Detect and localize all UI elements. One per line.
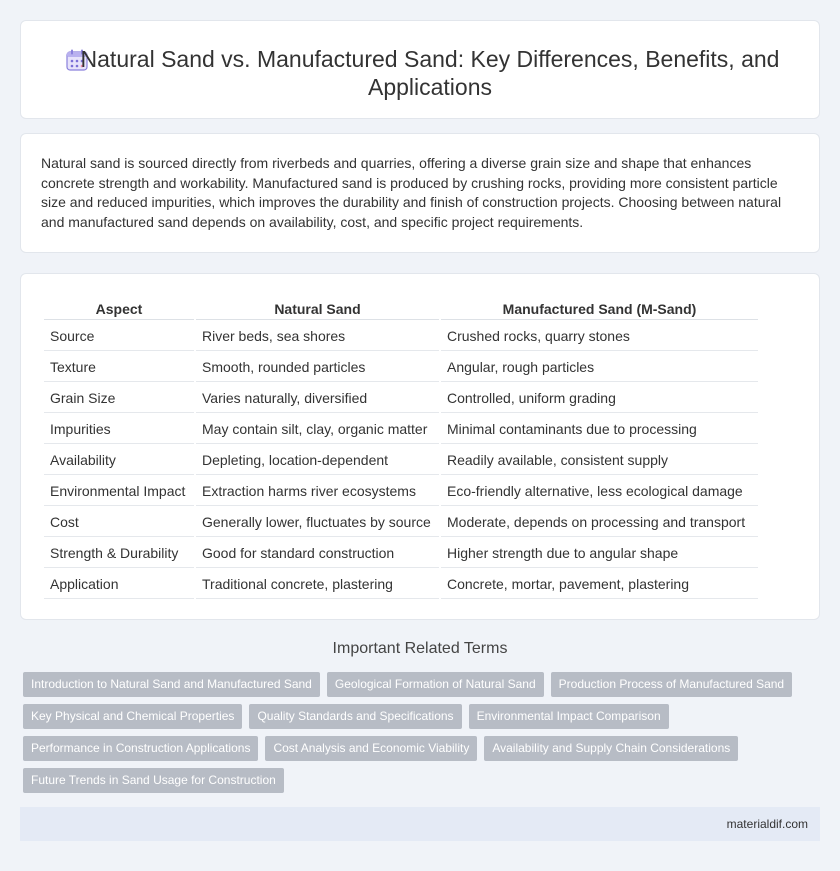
table-row	[44, 353, 758, 382]
table-row	[44, 415, 758, 444]
term-tag[interactable]: Performance in Construction Applications	[23, 736, 258, 761]
term-tag[interactable]: Future Trends in Sand Usage for Construction	[23, 768, 284, 793]
comparison-card	[20, 273, 820, 620]
intro-card	[20, 133, 820, 253]
aspect-cell: Texture	[44, 353, 194, 382]
term-tag[interactable]: Geological Formation of Natural Sand	[327, 672, 544, 697]
aspect-cell: Availability	[44, 446, 194, 475]
natural-sand-cell: Varies naturally, diversified	[196, 384, 439, 413]
term-tag[interactable]: Availability and Supply Chain Considerations	[484, 736, 738, 761]
table-row	[44, 570, 758, 599]
manufactured-sand-cell: Concrete, mortar, pavement, plastering	[441, 570, 758, 599]
aspect-cell: Grain Size	[44, 384, 194, 413]
manufactured-sand-cell: Controlled, uniform grading	[441, 384, 758, 413]
manufactured-sand-cell: Crushed rocks, quarry stones	[441, 322, 758, 351]
natural-sand-cell: Generally lower, fluctuates by source	[196, 508, 439, 537]
aspect-cell: Cost	[44, 508, 194, 537]
natural-sand-cell: Traditional concrete, plastering	[196, 570, 439, 599]
term-tag[interactable]: Production Process of Manufactured Sand	[551, 672, 792, 697]
term-tag[interactable]: Introduction to Natural Sand and Manufactured Sand	[23, 672, 320, 697]
comparison-table	[42, 296, 760, 601]
manufactured-sand-cell: Readily available, consistent supply	[441, 446, 758, 475]
natural-sand-cell: Good for standard construction	[196, 539, 439, 568]
natural-sand-cell: River beds, sea shores	[196, 322, 439, 351]
manufactured-sand-cell: Higher strength due to angular shape	[441, 539, 758, 568]
natural-sand-cell: May contain silt, clay, organic matter	[196, 415, 439, 444]
header-manufactured-sand: Manufactured Sand (M-Sand)	[441, 298, 758, 320]
table-row	[44, 508, 758, 537]
manufactured-sand-cell: Moderate, depends on processing and transport	[441, 508, 758, 537]
manufactured-sand-cell: Minimal contaminants due to processing	[441, 415, 758, 444]
table-row	[44, 322, 758, 351]
natural-sand-cell: Smooth, rounded particles	[196, 353, 439, 382]
term-tag[interactable]: Key Physical and Chemical Properties	[23, 704, 242, 729]
aspect-cell: Application	[44, 570, 194, 599]
aspect-cell: Source	[44, 322, 194, 351]
table-row	[44, 384, 758, 413]
header-card	[20, 20, 820, 119]
natural-sand-cell: Extraction harms river ecosystems	[196, 477, 439, 506]
aspect-cell: Strength & Durability	[44, 539, 194, 568]
footer	[20, 807, 820, 841]
manufactured-sand-cell: Eco-friendly alternative, less ecological damage	[441, 477, 758, 506]
header-natural-sand: Natural Sand	[196, 298, 439, 320]
aspect-cell: Environmental Impact	[44, 477, 194, 506]
manufactured-sand-cell: Angular, rough particles	[441, 353, 758, 382]
related-terms-list	[23, 672, 823, 800]
table-header-row	[44, 298, 758, 320]
footer-site-link[interactable]: materialdif.com	[726, 817, 808, 831]
table-row	[44, 477, 758, 506]
page-title: Natural Sand vs. Manufactured Sand: Key Differences, Benefits, and Applications	[80, 46, 780, 100]
related-terms-heading: Important Related Terms	[332, 640, 508, 657]
aspect-cell: Impurities	[44, 415, 194, 444]
term-tag[interactable]: Quality Standards and Specifications	[249, 704, 461, 729]
intro-paragraph: Natural sand is sourced directly from riverbeds and quarries, offering a diverse grain size and shape that enhances concrete strength and workability. Manufactured sand is produced by crushing rocks, providing more consistent particle size and reduced impurities, which improves the durability and finish of construction projects. Choosing between natural and manufactured sand depends on availability, cost, and specific project requirements.	[41, 155, 782, 230]
header-aspect: Aspect	[44, 298, 194, 320]
term-tag[interactable]: Cost Analysis and Economic Viability	[265, 736, 477, 761]
natural-sand-cell: Depleting, location-dependent	[196, 446, 439, 475]
term-tag[interactable]: Environmental Impact Comparison	[469, 704, 669, 729]
table-row	[44, 446, 758, 475]
table-row	[44, 539, 758, 568]
